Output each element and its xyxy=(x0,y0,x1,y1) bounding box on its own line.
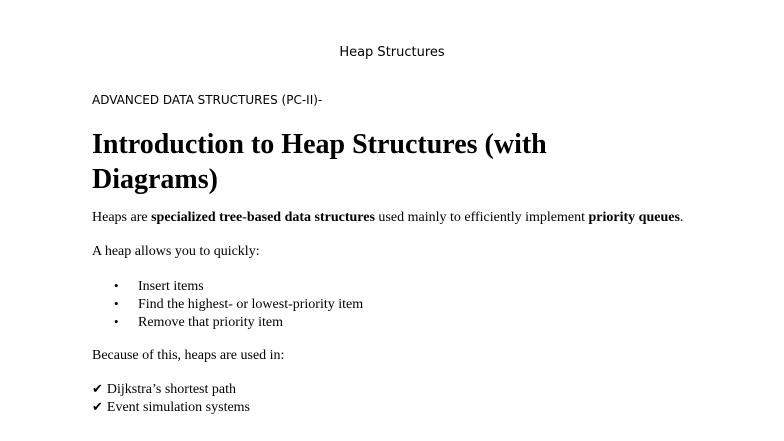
intro-paragraph xyxy=(92,209,712,227)
intro-text-1: Heaps are xyxy=(92,210,152,225)
intro-bold-1: specialized tree-based data structures xyxy=(151,210,375,225)
bullet-icon: • xyxy=(114,314,119,329)
course-label: ADVANCED DATA STRUCTURES (PC-II)- xyxy=(92,93,323,107)
list-item-text: Remove that priority item xyxy=(138,315,284,330)
operations-list xyxy=(92,277,712,331)
list-item-text: Dijkstra’s shortest path xyxy=(106,382,237,397)
document-body xyxy=(92,92,712,417)
allows-paragraph: A heap allows you to quickly: xyxy=(92,244,260,259)
list-item xyxy=(114,277,712,295)
bullet-icon: • xyxy=(114,278,119,293)
running-header: Heap Structures xyxy=(339,45,445,60)
intro-text-2: used mainly to efficiently implement xyxy=(374,210,589,225)
check-icon: ✔ xyxy=(92,382,103,397)
document-title: Introduction to Heap Structures (with Diagrams) xyxy=(92,129,547,195)
list-item-text: Event simulation systems xyxy=(106,400,251,415)
intro-text-3: . xyxy=(679,210,684,225)
bullet-icon: • xyxy=(114,296,119,311)
list-item xyxy=(114,313,712,331)
list-item-text: Insert items xyxy=(138,279,204,294)
list-item-text: Find the highest- or lowest-priority item xyxy=(138,297,364,312)
intro-bold-2: priority queues xyxy=(588,210,680,225)
uses-list xyxy=(92,381,712,417)
list-item xyxy=(92,399,712,417)
because-paragraph: Because of this, heaps are used in: xyxy=(92,348,285,363)
list-item xyxy=(114,295,712,313)
check-icon: ✔ xyxy=(92,400,103,415)
list-item xyxy=(92,381,712,399)
